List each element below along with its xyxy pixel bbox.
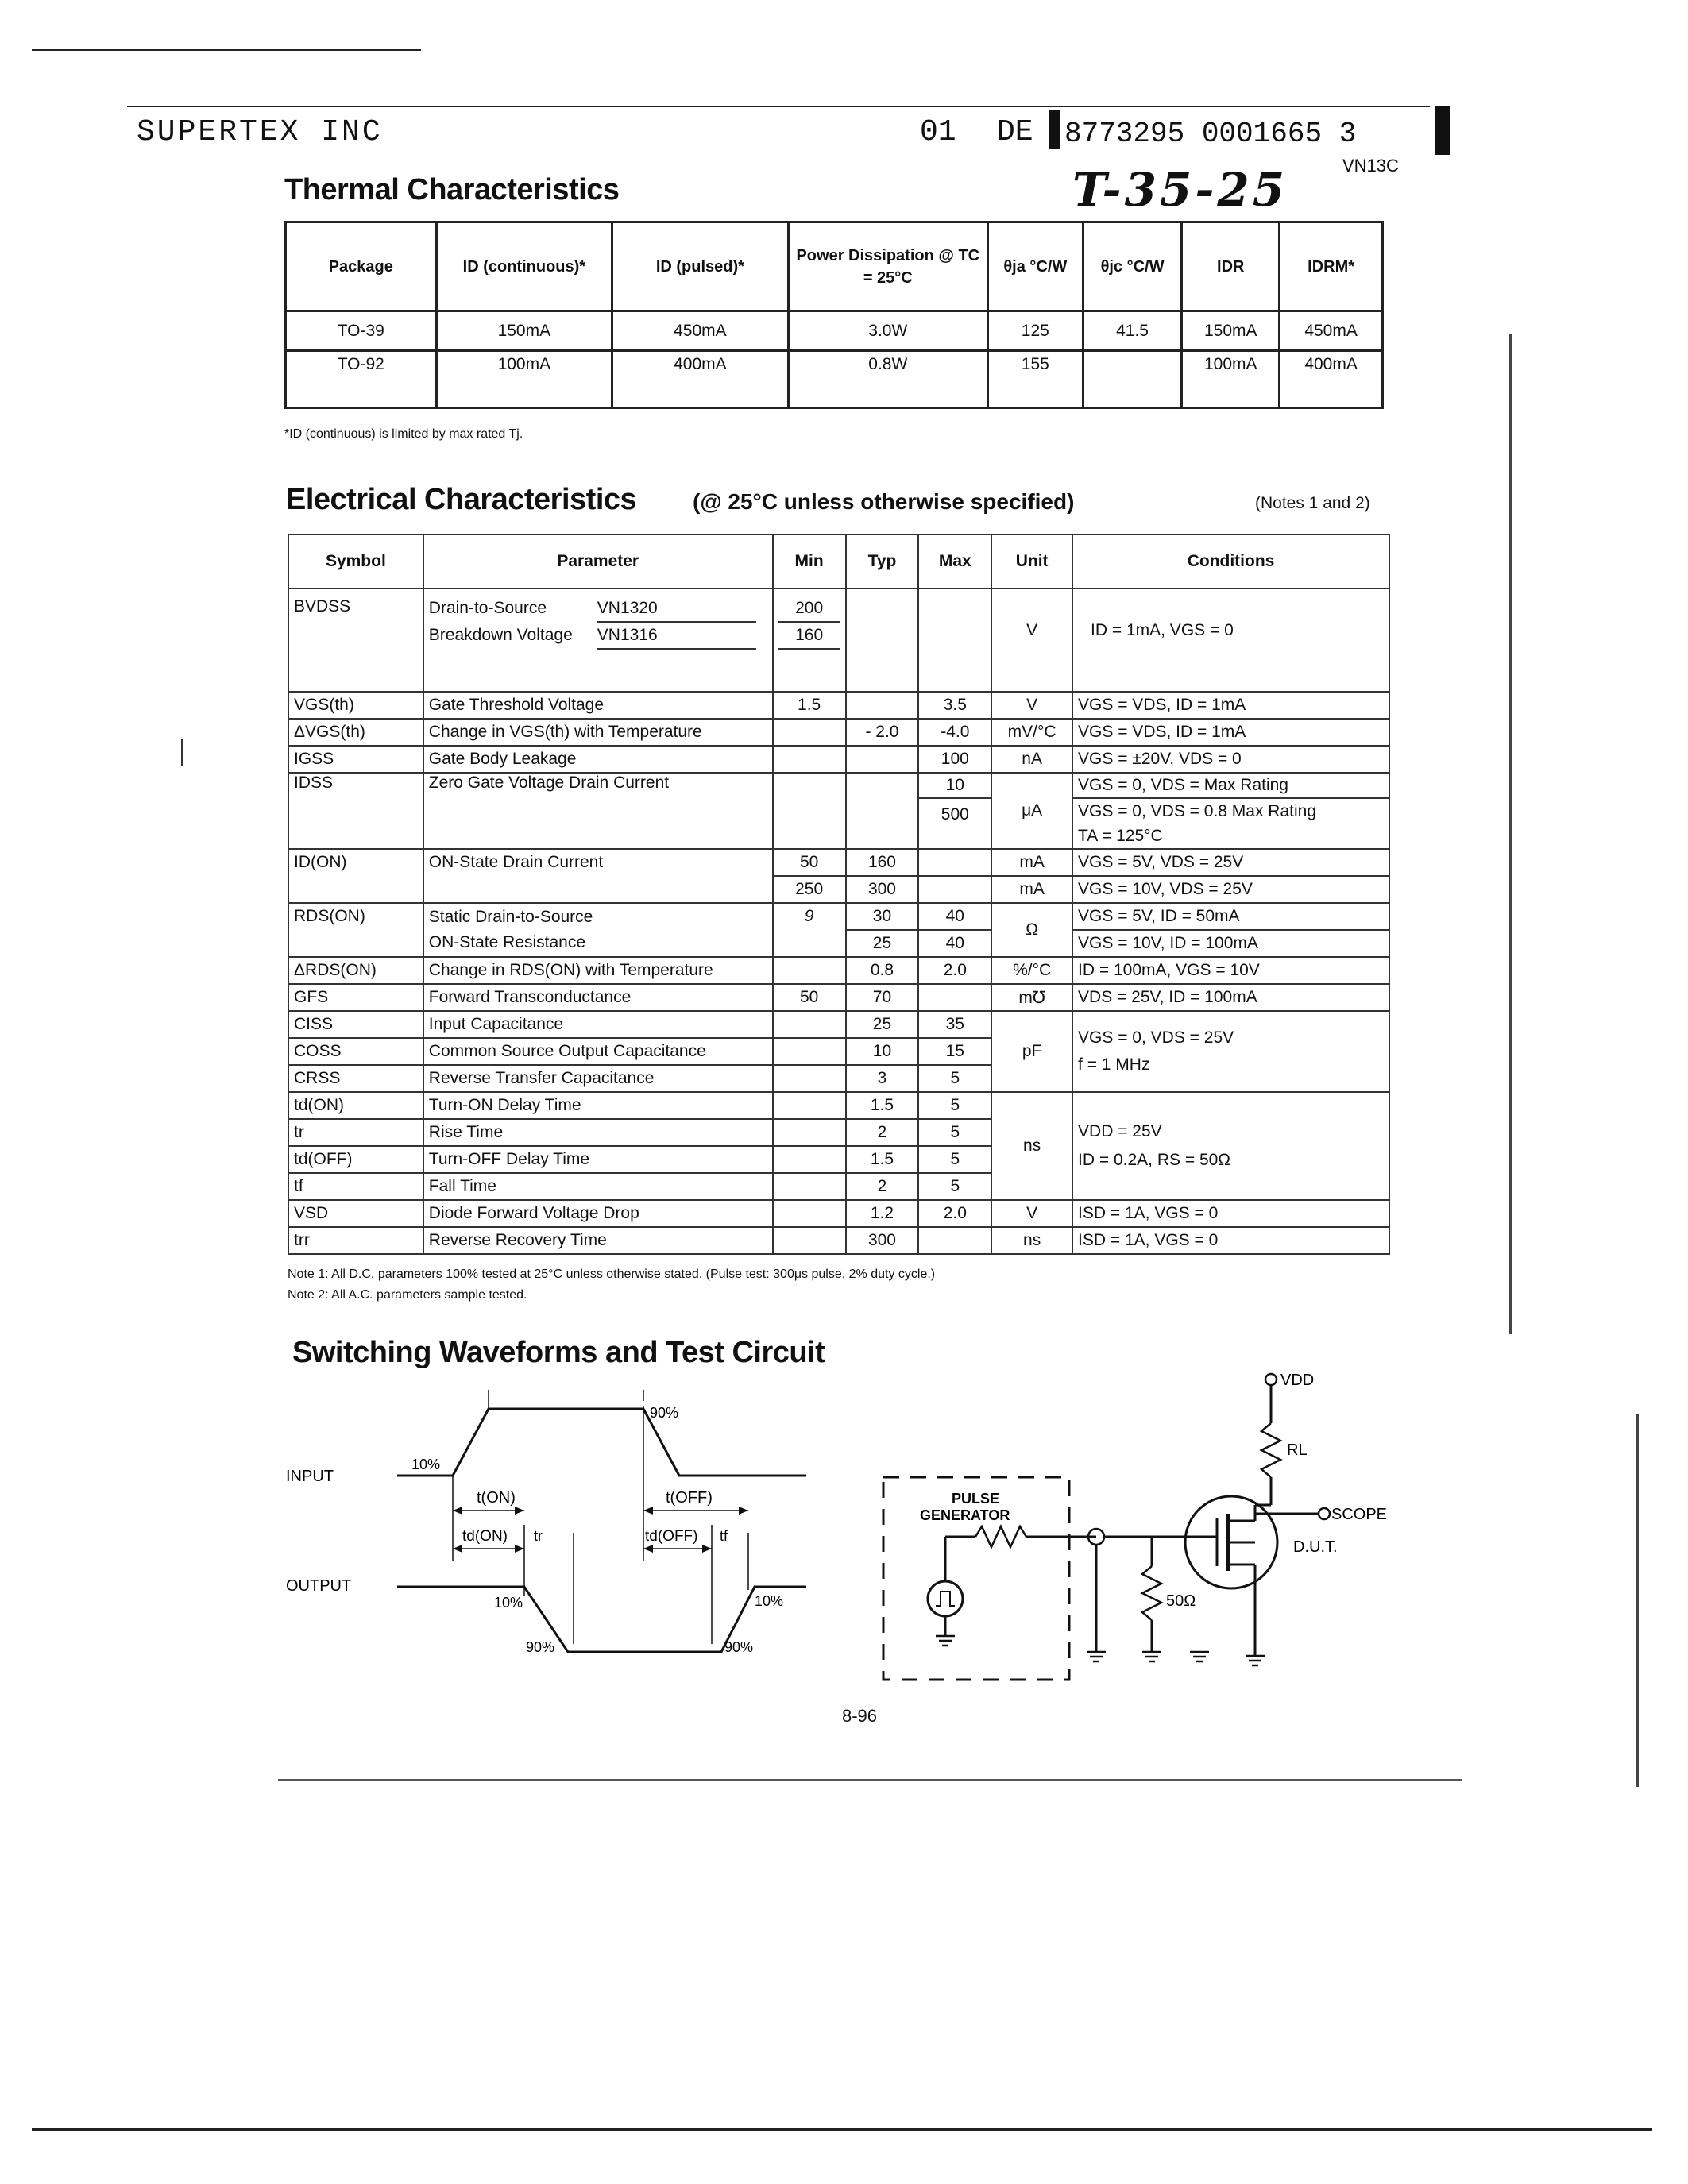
cell: 41.5: [1083, 311, 1182, 351]
max: [918, 876, 991, 903]
max: 15: [918, 1038, 991, 1065]
label-rl: RL: [1287, 1441, 1308, 1459]
symbol: CRSS: [288, 1065, 423, 1092]
symbol: CISS: [288, 1011, 423, 1038]
cond-bvdss: ID = 1mA, VGS = 0: [1072, 588, 1389, 692]
unit-bvdss: V: [991, 588, 1072, 692]
cell: 125: [987, 311, 1083, 351]
max: 100: [918, 746, 991, 773]
label-td-off: td(OFF): [645, 1528, 698, 1545]
unit-switching: ns: [991, 1092, 1072, 1200]
symbol: tf: [288, 1173, 423, 1200]
min: [773, 746, 846, 773]
typ-bvdss: [846, 588, 919, 692]
handwritten-note: T-35-25: [1072, 163, 1288, 217]
typ: 2: [846, 1173, 919, 1200]
typ: 3: [846, 1065, 919, 1092]
label-vdd: VDD: [1280, 1372, 1315, 1389]
unit: mA: [991, 876, 1072, 903]
thermal-header-row: [286, 222, 1383, 311]
row-bvdss: [288, 588, 1389, 692]
switching-waveforms: [286, 1382, 826, 1684]
label-tf: tf: [720, 1528, 728, 1544]
typ: 25: [846, 1011, 919, 1038]
symbol: IGSS: [288, 746, 423, 773]
unit: V: [991, 1200, 1072, 1227]
symbol: td(OFF): [288, 1146, 423, 1173]
cond-switching: [1072, 1092, 1389, 1200]
min-idss: [773, 773, 846, 849]
parameter: Common Source Output Capacitance: [423, 1038, 773, 1065]
label-tr: tr: [534, 1528, 543, 1544]
thermal-title: Thermal Characteristics: [284, 173, 620, 206]
conditions: ID = 100mA, VGS = 10V: [1072, 957, 1389, 984]
max-idss-2: 500: [941, 805, 969, 824]
part-vn1320: VN1320: [597, 596, 756, 623]
conditions: ISD = 1A, VGS = 0: [1072, 1227, 1389, 1254]
min: 1.5: [773, 692, 846, 719]
cell: 0.8W: [788, 351, 987, 408]
min: [773, 1173, 846, 1200]
row-rdson-1: [288, 903, 1389, 930]
th-power: Power Dissipation @ TC = 25°C: [788, 222, 987, 311]
symbol-idon: ID(ON): [288, 849, 423, 903]
right-edge-line-lower: [1636, 1414, 1639, 1787]
table-row: [288, 1092, 1389, 1119]
label-dut: D.U.T.: [1293, 1538, 1338, 1556]
max: 2.0: [918, 1200, 991, 1227]
min: [773, 1011, 846, 1038]
symbol: tr: [288, 1119, 423, 1146]
min-bvdss: [773, 588, 846, 692]
table-row: [288, 1227, 1389, 1254]
label-output: OUTPUT: [286, 1577, 352, 1595]
unit: ns: [991, 1227, 1072, 1254]
max: 2.0: [918, 957, 991, 984]
max: -4.0: [918, 719, 991, 746]
min: [773, 1200, 846, 1227]
max: [918, 849, 991, 876]
symbol-bvdss: BVDSS: [288, 588, 423, 692]
typ: 1.2: [846, 1200, 919, 1227]
parameter: Input Capacitance: [423, 1011, 773, 1038]
max: 5: [918, 1146, 991, 1173]
label-90-out-left: 90%: [526, 1639, 555, 1655]
max-bvdss: [918, 588, 991, 692]
conditions: VGS = ±20V, VDS = 0: [1072, 746, 1389, 773]
table-row: [288, 957, 1389, 984]
label-t-off: t(OFF): [666, 1489, 713, 1507]
thermal-footnote: *ID (continuous) is limited by max rated Tj.: [284, 427, 523, 441]
cell: TO-39: [286, 311, 437, 351]
rl-resistor-icon: [1261, 1423, 1280, 1477]
max: 5: [918, 1119, 991, 1146]
resistor-50-icon: [1142, 1566, 1161, 1620]
min: 250: [773, 876, 846, 903]
max: 5: [918, 1065, 991, 1092]
min: [773, 1065, 846, 1092]
cond-idss: [1072, 773, 1389, 849]
unit: nA: [991, 746, 1072, 773]
cell: 150mA: [1182, 311, 1280, 351]
cell: 3.0W: [788, 311, 987, 351]
min-rdson: 9: [773, 903, 846, 957]
row-idss: [288, 773, 1389, 849]
symbol: trr: [288, 1227, 423, 1254]
table-row: [288, 692, 1389, 719]
min: [773, 1092, 846, 1119]
pulse-source-icon: [928, 1581, 963, 1616]
thermal-table: [284, 221, 1384, 409]
left-mark: [181, 739, 183, 766]
label-50-ohm: 50Ω: [1166, 1592, 1196, 1610]
symbol: COSS: [288, 1038, 423, 1065]
cell: 155: [987, 351, 1083, 408]
right-edge-line: [1509, 334, 1512, 1334]
min: [773, 1146, 846, 1173]
label-90-out-right: 90%: [724, 1639, 754, 1655]
param-bvdss: [423, 588, 773, 692]
cell: 150mA: [436, 311, 612, 351]
label-input: INPUT: [286, 1468, 334, 1485]
typ: 300: [846, 876, 919, 903]
series-resistor-icon: [975, 1526, 1026, 1547]
scope-terminal-icon: [1319, 1508, 1330, 1519]
cond-caps-2: f = 1 MHz: [1078, 1055, 1150, 1074]
unit: mA: [991, 849, 1072, 876]
max: [918, 984, 991, 1011]
parameter: Change in RDS(ON) with Temperature: [423, 957, 773, 984]
doc-number: 8773295 0001665 3: [1064, 118, 1357, 150]
unit: mV/°C: [991, 719, 1072, 746]
thermal-row: [286, 351, 1383, 408]
th-unit: Unit: [991, 534, 1072, 588]
label-90-top: 90%: [650, 1405, 679, 1421]
typ: 1.5: [846, 1146, 919, 1173]
electrical-header-row: [288, 534, 1389, 588]
symbol: ΔVGS(th): [288, 719, 423, 746]
max: 5: [918, 1092, 991, 1119]
header-black-bar-right: [1435, 106, 1450, 155]
min: [773, 719, 846, 746]
switching-title: Switching Waveforms and Test Circuit: [292, 1336, 825, 1369]
param-idon: ON-State Drain Current: [423, 849, 773, 903]
max: 40: [918, 903, 991, 930]
unit: %/°C: [991, 957, 1072, 984]
symbol: ΔRDS(ON): [288, 957, 423, 984]
max: 3.5: [918, 692, 991, 719]
param-bvdss-line1: Drain-to-Source: [428, 599, 547, 617]
cell: [1083, 351, 1182, 408]
parameter: Gate Threshold Voltage: [423, 692, 773, 719]
typ: 300: [846, 1227, 919, 1254]
parameter: Diode Forward Voltage Drop: [423, 1200, 773, 1227]
header-black-bar: [1049, 110, 1060, 149]
param-rdson-line1: Static Drain-to-Source: [428, 908, 593, 926]
cond-idss-2: VGS = 0, VDS = 0.8 Max Rating: [1078, 802, 1317, 820]
part-ref: VN13C: [1342, 156, 1399, 176]
cell: 400mA: [612, 351, 788, 408]
min: 50: [773, 849, 846, 876]
typ: [846, 746, 919, 773]
label-10-in: 10%: [411, 1457, 441, 1472]
cell: 450mA: [1280, 311, 1383, 351]
min-bvdss-2: 160: [778, 623, 840, 650]
param-bvdss-line2: Breakdown Voltage: [428, 626, 573, 644]
symbol-idss: IDSS: [288, 773, 423, 849]
min: [773, 957, 846, 984]
typ: [846, 692, 919, 719]
table-row: [288, 1200, 1389, 1227]
electrical-table: [288, 534, 1390, 1255]
parameter: Reverse Recovery Time: [423, 1227, 773, 1254]
typ: 160: [846, 849, 919, 876]
min: [773, 1119, 846, 1146]
thermal-row: [286, 311, 1383, 351]
unit-caps: pF: [991, 1011, 1072, 1092]
table-row: [288, 719, 1389, 746]
cell: 400mA: [1280, 351, 1383, 408]
typ: 2: [846, 1119, 919, 1146]
table-row: [288, 746, 1389, 773]
parameter: Turn-OFF Delay Time: [423, 1146, 773, 1173]
min: 50: [773, 984, 846, 1011]
conditions: VGS = 10V, VDS = 25V: [1072, 876, 1389, 903]
symbol: td(ON): [288, 1092, 423, 1119]
parameter: Turn-ON Delay Time: [423, 1092, 773, 1119]
symbol: VGS(th): [288, 692, 423, 719]
typ: 25: [846, 930, 919, 957]
note-2: Note 2: All A.C. parameters sample tested.: [288, 1288, 527, 1302]
unit: m℧: [991, 984, 1072, 1011]
cell: TO-92: [286, 351, 437, 408]
conditions: VGS = 10V, ID = 100mA: [1072, 930, 1389, 957]
label-10-out-left: 10%: [494, 1595, 523, 1611]
max-idss: [918, 773, 991, 849]
conditions: VGS = 5V, VDS = 25V: [1072, 849, 1389, 876]
label-td-on: td(ON): [462, 1528, 508, 1545]
cond-caps-1: VGS = 0, VDS = 25V: [1078, 1028, 1234, 1047]
typ: 10: [846, 1038, 919, 1065]
cond-idss-1: VGS = 0, VDS = Max Rating: [1073, 774, 1389, 799]
vdd-terminal-icon: [1265, 1374, 1277, 1385]
th-min: Min: [773, 534, 846, 588]
symbol: VSD: [288, 1200, 423, 1227]
electrical-subtitle: (@ 25°C unless otherwise specified): [693, 489, 1075, 514]
typ: - 2.0: [846, 719, 919, 746]
cond-caps: [1072, 1011, 1389, 1092]
header-code-de: DE: [997, 115, 1033, 149]
th-id-pulsed: ID (pulsed)*: [612, 222, 788, 311]
typ: 0.8: [846, 957, 919, 984]
table-row: [288, 984, 1389, 1011]
symbol-rdson: RDS(ON): [288, 903, 423, 957]
min-bvdss-1: 200: [778, 596, 840, 623]
cell: 100mA: [1182, 351, 1280, 408]
cond-idss-3: TA = 125°C: [1078, 827, 1163, 845]
typ: 30: [846, 903, 919, 930]
parameter: Change in VGS(th) with Temperature: [423, 719, 773, 746]
notes-ref: (Notes 1 and 2): [1255, 494, 1370, 512]
electrical-title: Electrical Characteristics: [286, 483, 637, 516]
row-idon-1: [288, 849, 1389, 876]
typ-idss: [846, 773, 919, 849]
table-row: [288, 1011, 1389, 1038]
cell: 450mA: [612, 311, 788, 351]
min: [773, 1038, 846, 1065]
parameter: Forward Transconductance: [423, 984, 773, 1011]
company-name: SUPERTEX INC: [137, 115, 383, 149]
max-idss-1: 10: [919, 774, 991, 799]
unit-idss: μA: [991, 773, 1072, 849]
top-rule-short: [32, 49, 421, 51]
th-theta-ja: θja °C/W: [987, 222, 1083, 311]
parameter: Rise Time: [423, 1119, 773, 1146]
page-number: 8-96: [842, 1706, 878, 1726]
conditions: VGS = 5V, ID = 50mA: [1072, 903, 1389, 930]
parameter: Reverse Transfer Capacitance: [423, 1065, 773, 1092]
max: 40: [918, 930, 991, 957]
max: 5: [918, 1173, 991, 1200]
cell: 100mA: [436, 351, 612, 408]
parameter: Gate Body Leakage: [423, 746, 773, 773]
parameter: Fall Time: [423, 1173, 773, 1200]
label-10-out-right: 10%: [755, 1593, 784, 1609]
input-waveform: [397, 1409, 806, 1476]
max: 35: [918, 1011, 991, 1038]
min: [773, 1227, 846, 1254]
part-vn1316: VN1316: [597, 623, 756, 650]
conditions: VGS = VDS, ID = 1mA: [1072, 692, 1389, 719]
unit: V: [991, 692, 1072, 719]
th-theta-jc: θjc °C/W: [1083, 222, 1182, 311]
label-generator: GENERATOR: [920, 1507, 1010, 1523]
th-id-continuous: ID (continuous)*: [436, 222, 612, 311]
conditions: ISD = 1A, VGS = 0: [1072, 1200, 1389, 1227]
th-conditions: Conditions: [1072, 534, 1389, 588]
th-parameter: Parameter: [423, 534, 773, 588]
conditions: VGS = VDS, ID = 1mA: [1072, 719, 1389, 746]
th-package: Package: [286, 222, 437, 311]
cond-switching-2: ID = 0.2A, RS = 50Ω: [1078, 1151, 1230, 1169]
note-1: Note 1: All D.C. parameters 100% tested at 25°C unless otherwise stated. (Pulse test: 300μs pulse, 2% duty cycle.): [288, 1268, 936, 1281]
param-rdson: [423, 903, 773, 957]
label-scope: SCOPE: [1331, 1506, 1388, 1523]
test-circuit: [858, 1358, 1398, 1700]
th-idrm: IDRM*: [1280, 222, 1383, 311]
th-typ: Typ: [846, 534, 919, 588]
conditions: VDS = 25V, ID = 100mA: [1072, 984, 1389, 1011]
param-idss: Zero Gate Voltage Drain Current: [423, 773, 773, 849]
th-max: Max: [918, 534, 991, 588]
bottom-page-rule: [32, 2128, 1652, 2131]
cond-switching-1: VDD = 25V: [1078, 1122, 1162, 1140]
th-idr: IDR: [1182, 222, 1280, 311]
th-symbol: Symbol: [288, 534, 423, 588]
header-rule: [127, 106, 1430, 107]
param-rdson-line2: ON-State Resistance: [428, 933, 586, 951]
header-code-01: 01: [920, 115, 956, 149]
max: [918, 1227, 991, 1254]
unit-rdson: Ω: [991, 903, 1072, 957]
typ: 1.5: [846, 1092, 919, 1119]
typ: 70: [846, 984, 919, 1011]
label-t-on: t(ON): [477, 1489, 516, 1507]
bottom-scan-rule: [278, 1779, 1462, 1781]
label-pulse: PULSE: [952, 1491, 1000, 1507]
symbol: GFS: [288, 984, 423, 1011]
